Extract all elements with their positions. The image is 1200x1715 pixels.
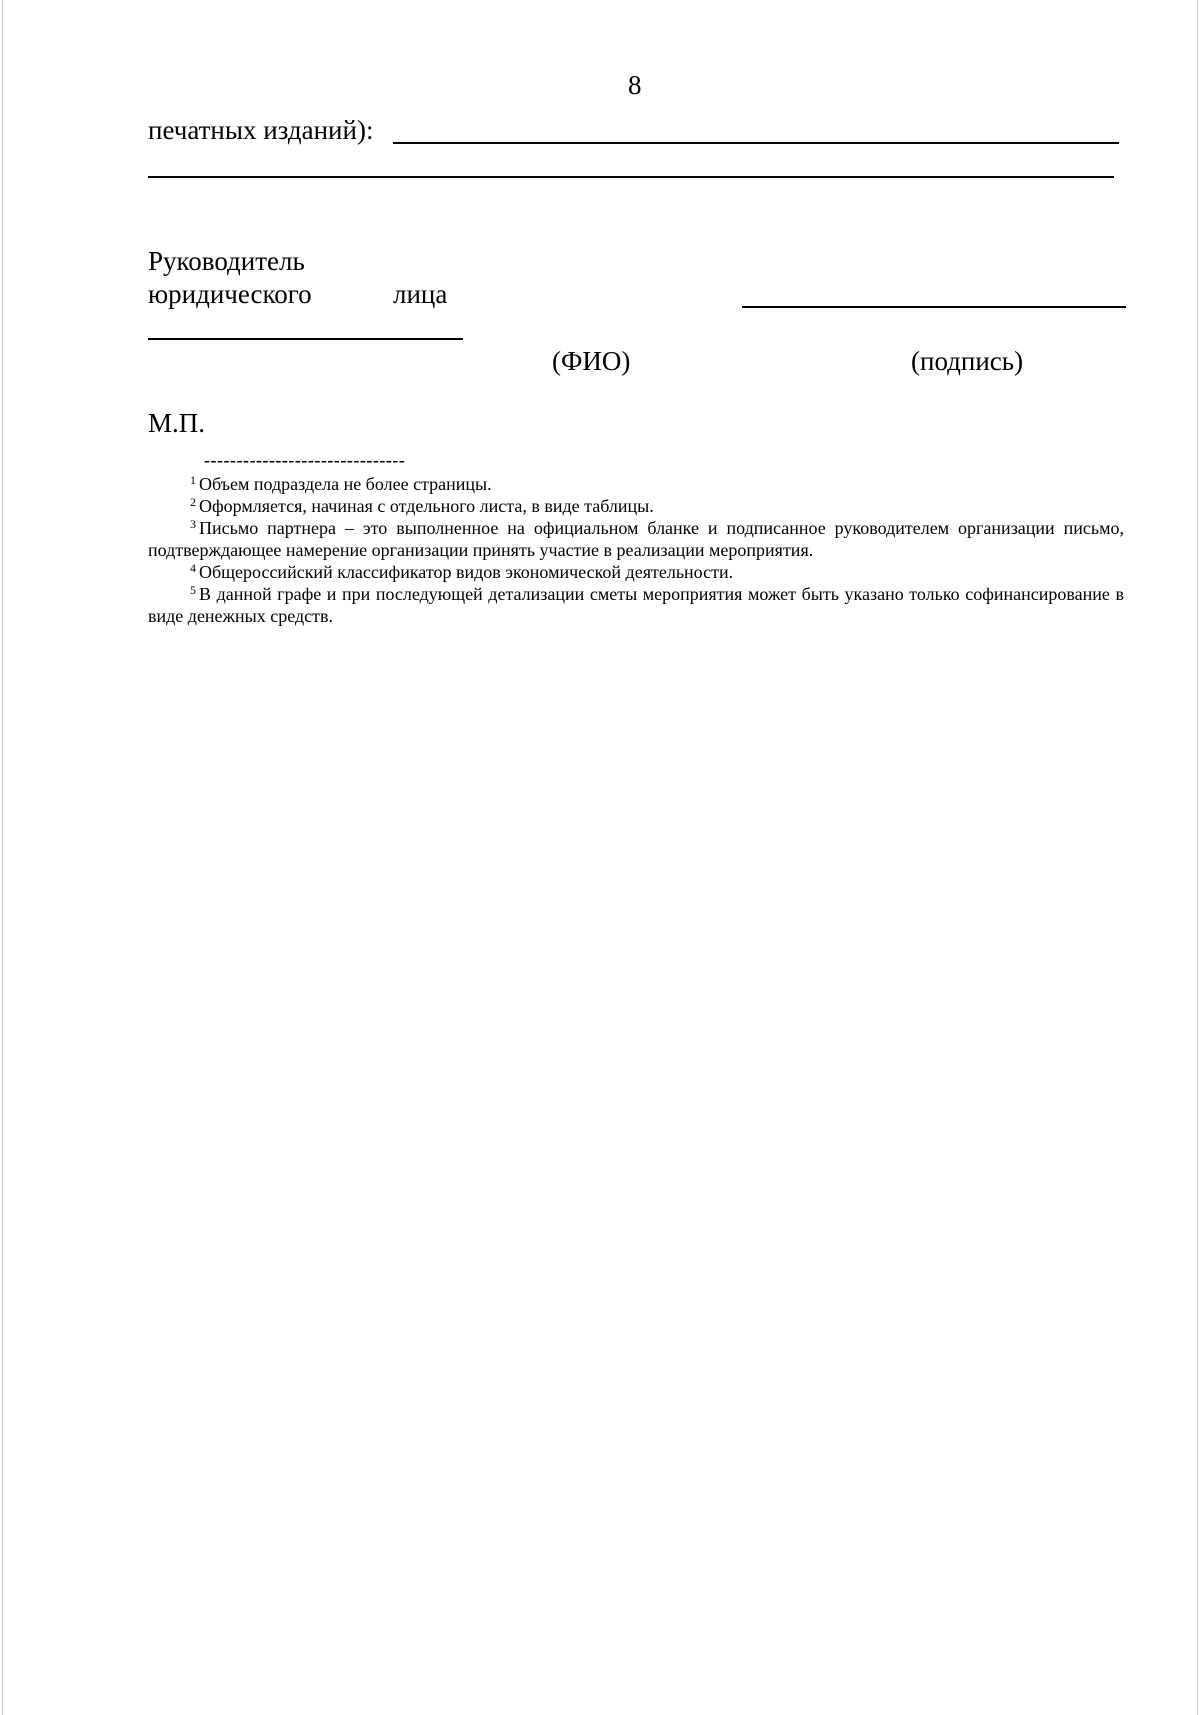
footnote-text: Общероссийский классификатор видов экономической деятельности. — [199, 562, 734, 582]
fio-caption: (ФИО) — [552, 346, 631, 376]
signature-fill-line — [742, 306, 1126, 308]
footnote-mark: 5 — [190, 583, 196, 597]
head-title-line1: Руководитель — [148, 246, 305, 276]
head-title-word1: юридического — [148, 279, 312, 309]
page-number: 8 — [628, 70, 642, 100]
footnote-3 — [148, 517, 1124, 561]
footnote-text: Письмо партнера – это выполненное на официальном бланке и подписанное руководителем организации письмо, подтверждающее намерение организации принять участие в реализации мероприятия. — [148, 518, 1124, 560]
footnote-mark: 3 — [190, 517, 196, 531]
scan-edge-right — [1197, 0, 1198, 1715]
printed-editions-fill-line-2 — [148, 176, 1114, 178]
signature-caption: (подпись) — [911, 346, 1024, 376]
fio-fill-line — [148, 338, 463, 340]
footnote-separator: ------------------------------- — [204, 450, 406, 470]
stamp-place-label: М.П. — [148, 408, 206, 438]
footnote-2 — [148, 495, 1124, 517]
footnote-mark: 1 — [190, 473, 196, 487]
footnotes-block — [148, 473, 1124, 627]
footnote-text: Объем подраздела не более страницы. — [199, 474, 492, 494]
footnote-mark: 2 — [190, 495, 196, 509]
scan-edge-left — [2, 0, 3, 1715]
footnote-4 — [148, 561, 1124, 583]
head-title-word2: лица — [393, 279, 448, 309]
printed-editions-fill-line — [393, 142, 1119, 144]
footnote-mark: 4 — [190, 561, 196, 575]
printed-editions-label: печатных изданий): — [148, 115, 374, 145]
footnote-text: В данной графе и при последующей детализации сметы мероприятия может быть указано только софинансирование в виде денежных средств. — [148, 584, 1124, 626]
footnote-5 — [148, 583, 1124, 627]
footnote-text: Оформляется, начиная с отдельного листа, в виде таблицы. — [199, 496, 654, 516]
footnote-1 — [148, 473, 1124, 495]
